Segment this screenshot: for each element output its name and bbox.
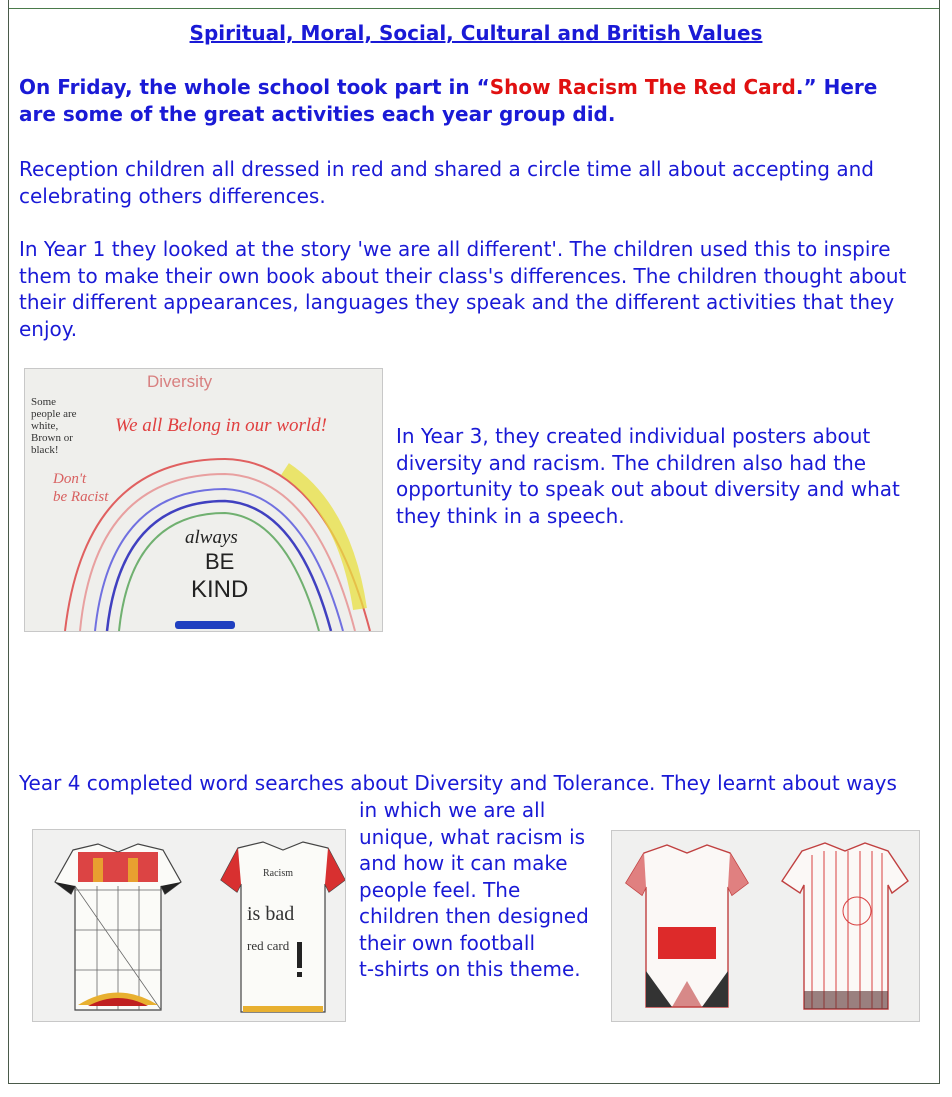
shirt-text-bad: is bad	[247, 903, 295, 925]
poster-some-line: black!	[31, 444, 59, 456]
year4-column	[359, 797, 609, 983]
poster-drawing	[25, 369, 382, 631]
year4-tshirts-photo-left	[32, 829, 346, 1022]
year4-column-line: t-shirts on this theme.	[359, 957, 581, 981]
poster-some-line: Brown or	[31, 432, 73, 444]
intro-highlight: Show Racism The Red Card	[489, 75, 796, 99]
year4-column-line: people feel. The	[359, 877, 521, 902]
year4-tshirts-photo-right	[611, 830, 920, 1022]
poster-text-kind: KIND	[191, 576, 249, 603]
year3-poster-photo	[24, 368, 383, 632]
poster-text-dont	[52, 471, 109, 505]
poster-dont-line: be Racist	[53, 489, 109, 505]
shirt-text-racism: Racism	[263, 868, 293, 879]
poster-text-top: Diversity	[147, 372, 213, 391]
intro-paragraph	[19, 74, 919, 127]
poster-text-some	[31, 396, 77, 456]
tshirts-drawing-right	[612, 831, 919, 1021]
year4-column-line: and how it can make	[359, 851, 568, 875]
page-title: Spiritual, Moral, Social, Cultural and British Values	[189, 21, 763, 45]
reception-paragraph: Reception children all dressed in red and shared a circle time all about accepting and celebrating others differences.	[19, 157, 874, 208]
poster-some-line: Some	[31, 396, 57, 408]
poster-dont-line: Don't	[53, 471, 87, 487]
poster-text-always: always	[185, 527, 238, 548]
poster-some-line: white,	[31, 420, 59, 432]
year4-column-line: in which we are all	[359, 798, 546, 822]
poster-text-be: BE	[205, 549, 235, 574]
shirt-text-card: red card	[247, 938, 290, 953]
intro-before: On Friday, the whole school took part in “	[19, 75, 490, 99]
year4-column-line: unique, what racism is	[359, 824, 586, 849]
year4-column-line: children then designed	[359, 904, 589, 928]
year1-paragraph: In Year 1 they looked at the story 'we are all different'. The children used this to inspire them to make their own book about their class's differences. The children thought about their different appearances, languages they speak and the different activities that they enjoy.	[19, 237, 907, 341]
year4-first-line: Year 4 completed word searches about Diversity and Tolerance. They learnt about ways	[19, 771, 897, 795]
year3-paragraph: In Year 3, they created individual posters about diversity and racism. The children also had the opportunity to speak out about diversity and what they think in a speech.	[396, 424, 900, 528]
poster-some-line: people are	[31, 408, 77, 420]
poster-text-belong: We all Belong in our world!	[115, 415, 327, 436]
year4-column-line: their own football	[359, 930, 536, 955]
intro-after: .” Here are some of the great activities each year group did.	[19, 75, 878, 126]
tshirts-drawing-left	[33, 830, 345, 1021]
